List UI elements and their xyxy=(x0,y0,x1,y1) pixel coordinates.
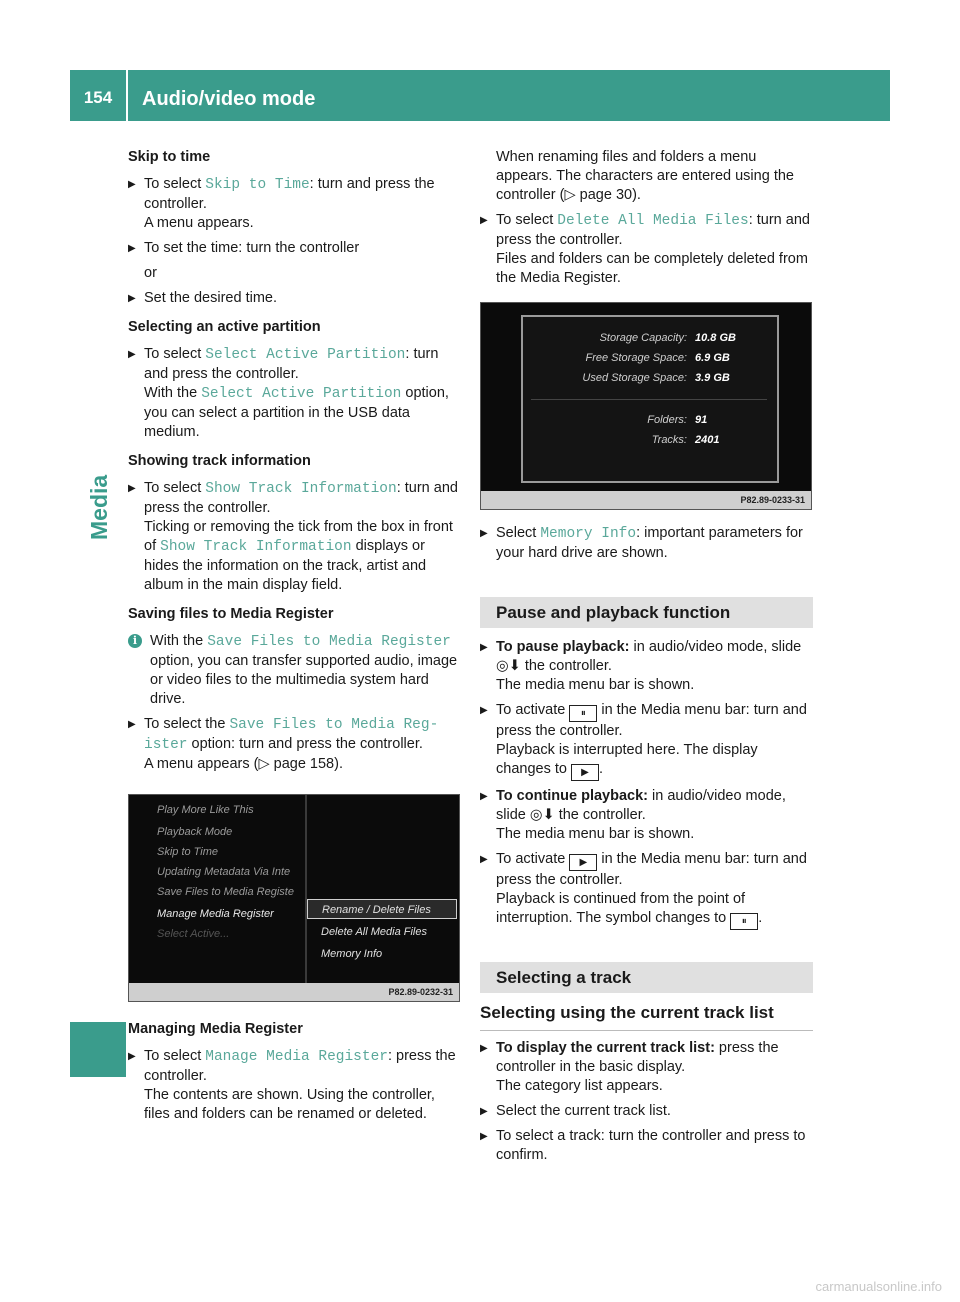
step xyxy=(480,211,813,288)
controller-slide-icon: ◎⬇ xyxy=(496,658,521,674)
menu-option: Save Files to Media Reg‐ ister xyxy=(144,717,439,753)
screenshot-memory-info xyxy=(480,302,812,510)
text: displays or hides the information on the track, artist and album in the main display field. xyxy=(144,538,427,593)
menu-option: Select Active Partition xyxy=(201,386,402,402)
memory-value: 2401 xyxy=(695,434,720,446)
menu-item: Select Active... xyxy=(157,928,230,940)
text: Playback is interrupted here. The display changes to xyxy=(496,742,758,777)
text: : turn and press the controller. xyxy=(144,346,439,382)
memory-label: Storage Capacity: xyxy=(599,332,687,344)
text: With the xyxy=(144,385,202,401)
memory-label: Tracks: xyxy=(651,434,687,446)
note: The contents are shown. Using the controller, files and folders can be renamed or deleted. xyxy=(144,1087,435,1122)
text: the controller. xyxy=(554,807,646,823)
text: With the xyxy=(150,633,208,649)
text: in audio/video mode, slide xyxy=(496,788,786,823)
side-tab-label: Media xyxy=(86,474,112,540)
step xyxy=(480,1102,813,1121)
section-title-select-track: Selecting a track xyxy=(480,962,813,993)
pause-icon: ⏸ xyxy=(730,913,758,930)
page-title: Audio/video mode xyxy=(142,88,316,110)
text: option, you can select a partition in the USB data medium. xyxy=(144,385,449,440)
side-tab-block xyxy=(70,1022,126,1077)
text: : turn and press the controller. xyxy=(144,176,435,212)
right-column xyxy=(480,148,813,1171)
text: To select xyxy=(144,176,206,192)
text: in the Media menu bar: turn and press the controller. xyxy=(496,702,807,739)
text: To activate xyxy=(496,702,570,718)
text: Playback is continued from the point of interruption. The symbol changes to xyxy=(496,891,746,926)
menu-item: Skip to Time xyxy=(157,846,219,858)
menu-option: Memory Info xyxy=(540,526,637,542)
text: Select xyxy=(496,525,541,541)
text: in the Media menu bar: turn and press the controller. xyxy=(496,851,807,888)
text: To select xyxy=(144,346,206,362)
menu-option: Delete All Media Files xyxy=(557,213,749,229)
controller-slide-icon: ◎⬇ xyxy=(529,807,555,823)
menu-option: Show Track Information xyxy=(205,481,397,497)
note: The media menu bar is shown. xyxy=(496,677,695,693)
header-divider xyxy=(126,70,128,121)
bold-lead: To continue playback: xyxy=(496,788,649,804)
menu-option: Save Files to Media Register xyxy=(207,634,451,650)
step xyxy=(128,239,460,258)
text: Set the desired time. xyxy=(144,290,277,306)
step xyxy=(480,1039,813,1096)
text: the controller. xyxy=(520,658,612,674)
text: . xyxy=(598,761,604,777)
memory-value: 6.9 GB xyxy=(695,352,730,364)
step xyxy=(480,701,813,781)
separator xyxy=(531,399,767,400)
text: Select the current track list. xyxy=(496,1103,671,1119)
memory-label: Used Storage Space: xyxy=(582,372,687,384)
submenu-item-selected: Rename / Delete Files xyxy=(307,899,457,919)
screenshot-media-register-menu xyxy=(128,794,460,1002)
submenu-item: Delete All Media Files xyxy=(321,926,427,938)
menu-item: Playback Mode xyxy=(157,826,233,838)
menu-option: Show Track Information xyxy=(160,539,352,555)
heading-skip-to-time: Skip to time xyxy=(128,149,211,165)
heading-active-partition: Selecting an active partition xyxy=(128,319,321,335)
text: option: turn and press the controller. xyxy=(187,736,423,752)
text: To select a track: turn the controller and press to confirm. xyxy=(496,1128,806,1163)
menu-item: Play More Like This xyxy=(157,804,254,816)
bold-lead: To display the current track list: xyxy=(496,1040,715,1056)
text: To select xyxy=(144,480,206,496)
step xyxy=(128,175,460,233)
heading-managing: Managing Media Register xyxy=(128,1021,303,1037)
or-text: or xyxy=(144,265,157,281)
submenu-item: Memory Info xyxy=(321,948,383,960)
text: Ticking or removing the tick from the box in front of xyxy=(144,519,453,554)
text: press the controller in the basic display. xyxy=(496,1040,779,1075)
memory-value: 10.8 GB xyxy=(695,332,736,344)
note: The media menu bar is shown. xyxy=(496,826,695,842)
image-caption: P82.89-0232-31 xyxy=(129,983,459,1001)
step xyxy=(480,524,813,563)
step xyxy=(480,850,813,930)
step xyxy=(480,787,813,844)
text: : turn and press the controller. xyxy=(144,480,458,516)
text: : turn and press the controller. xyxy=(496,212,810,248)
image-caption: P82.89-0233-31 xyxy=(481,491,811,509)
menu-item: Save Files to Media Registe xyxy=(157,886,294,898)
text: : important parameters for your hard drive are shown. xyxy=(496,525,803,561)
heading-saving-files: Saving files to Media Register xyxy=(128,606,334,622)
menu-option: Manage Media Register xyxy=(205,1049,388,1065)
heading-track-info: Showing track information xyxy=(128,453,311,469)
page-number: 154 xyxy=(83,88,113,107)
section-title-pause: Pause and playback function xyxy=(480,597,813,628)
info-icon: i xyxy=(128,634,142,648)
step xyxy=(128,289,460,308)
text: To set the time: turn the controller xyxy=(144,240,360,256)
play-icon: ▶ xyxy=(571,764,599,781)
left-column xyxy=(128,148,460,1130)
bold-lead: To pause playback: xyxy=(496,639,630,655)
page-header xyxy=(70,70,890,121)
text: To select xyxy=(144,1048,206,1064)
step xyxy=(128,345,460,442)
note: The category list appears. xyxy=(496,1078,663,1094)
step xyxy=(480,638,813,695)
memory-value: 91 xyxy=(695,414,708,426)
step xyxy=(128,479,460,595)
memory-label: Folders: xyxy=(647,414,687,426)
text: : press the controller. xyxy=(144,1048,456,1084)
play-icon: ▶ xyxy=(569,854,597,871)
watermark: carmanualsonline.info xyxy=(815,1279,942,1294)
pause-icon: ⏸ xyxy=(569,705,597,722)
menu-option: Select Active Partition xyxy=(205,347,406,363)
info-note xyxy=(128,632,460,709)
menu-option: Skip to Time xyxy=(205,177,310,193)
text: in audio/video mode, slide xyxy=(629,639,802,655)
note: A menu appears. xyxy=(144,215,254,231)
memory-label: Free Storage Space: xyxy=(585,352,687,364)
text: option, you can transfer supported audio, image or video files to the multimedia system hard drive. xyxy=(150,653,458,707)
text: . xyxy=(758,910,763,926)
memory-value: 3.9 GB xyxy=(695,372,730,384)
step xyxy=(128,715,460,774)
step xyxy=(480,1127,813,1165)
text: To select xyxy=(496,212,558,228)
step xyxy=(128,1047,460,1124)
subheading-current-track-list: Selecting using the current track list xyxy=(480,1003,813,1031)
rename-note: When renaming files and folders a menu appears. The characters are entered using the controller (▷ page 30). xyxy=(496,149,794,203)
note: Files and folders can be completely deleted from the Media Register. xyxy=(496,251,808,286)
text: To select the xyxy=(144,716,230,732)
note: A menu appears (▷ page 158). xyxy=(144,756,343,772)
menu-item-active: Manage Media Register xyxy=(157,908,274,920)
menu-item: Updating Metadata Via Inte xyxy=(157,866,291,878)
text: To activate xyxy=(496,851,570,867)
